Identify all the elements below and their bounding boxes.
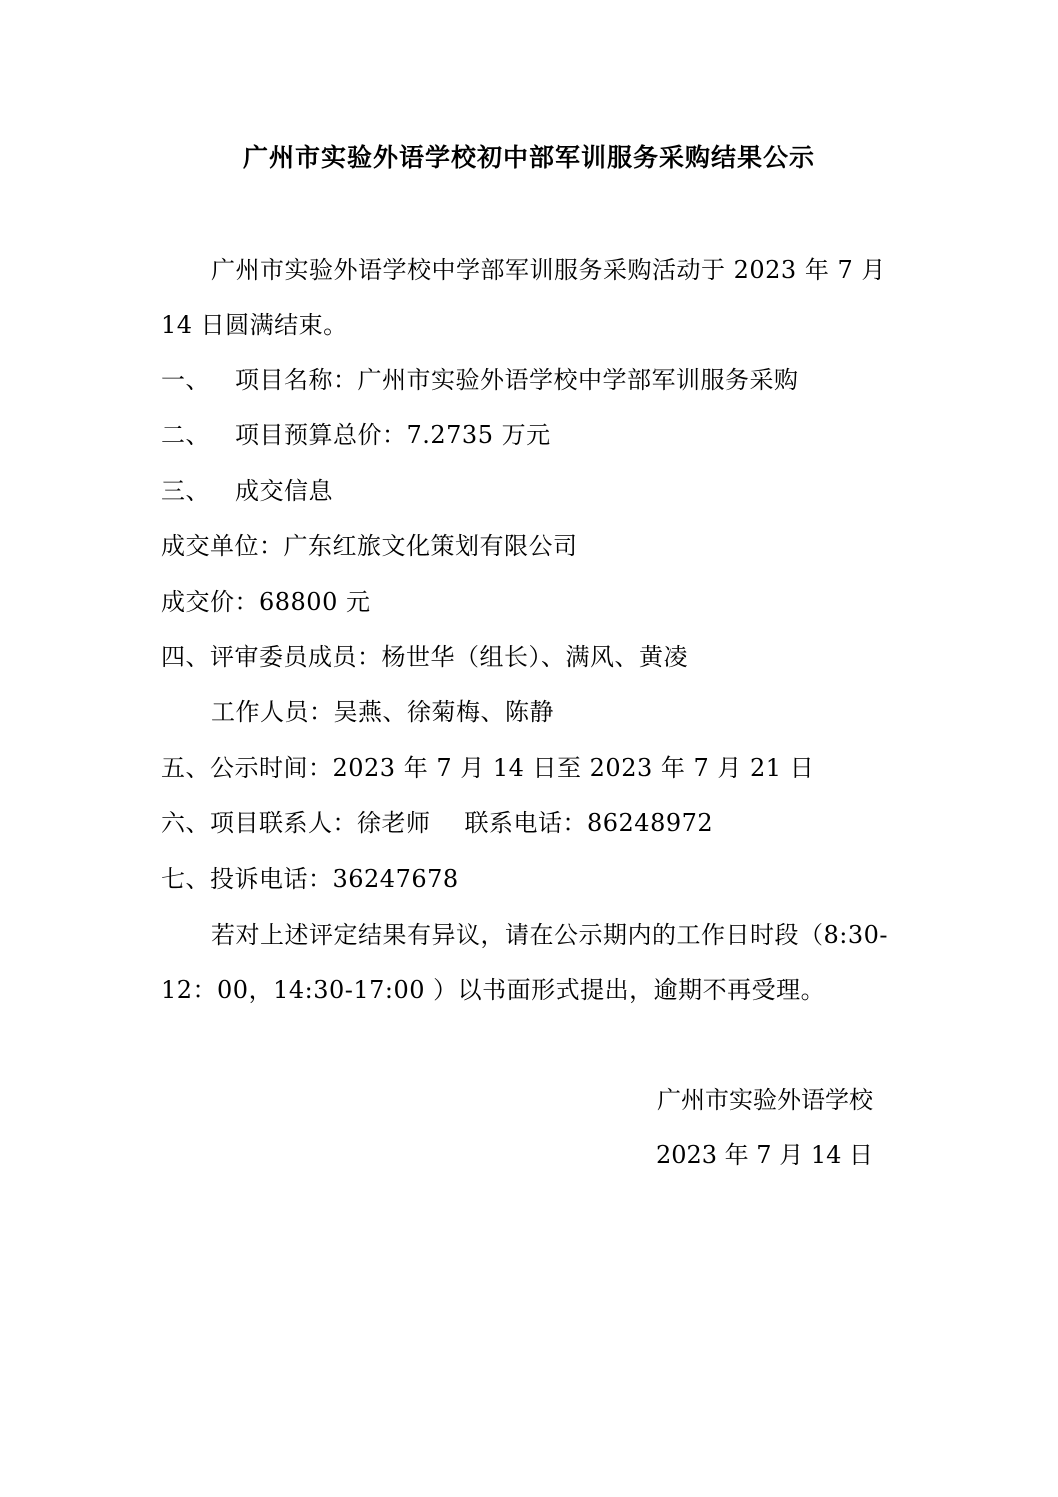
item-text: 项目预算总价：7.2735 万元 <box>235 421 551 449</box>
deal-unit: 成交单位：广东红旅文化策划有限公司 <box>161 532 578 560</box>
item-text: 成交信息 <box>235 477 333 505</box>
document-title: 广州市实验外语学校初中部军训服务采购结果公示 <box>242 143 815 172</box>
item-number: 三、 <box>161 477 210 505</box>
item-number: 二、 <box>161 421 210 449</box>
intro-line-2: 14 日圆满结束。 <box>161 311 348 339</box>
publicity-time: 五、公示时间：2023 年 7 月 14 日至 2023 年 7 月 21 日 <box>161 754 815 782</box>
objection-line-1: 若对上述评定结果有异议，请在公示期内的工作日时段（8:30- <box>211 921 889 949</box>
contact-phone: 联系电话：86248972 <box>464 809 714 837</box>
item-text: 项目名称：广州市实验外语学校中学部军训服务采购 <box>235 366 799 394</box>
objection-line-2: 12：00，14:30-17:00 ）以书面形式提出，逾期不再受理。 <box>161 976 826 1004</box>
committee-staff: 工作人员：吴燕、徐菊梅、陈静 <box>211 698 554 726</box>
item-deal-info <box>161 476 333 506</box>
item-budget <box>161 420 551 450</box>
intro-line-1: 广州市实验外语学校中学部军训服务采购活动于 2023 年 7 月 <box>211 256 886 284</box>
item-number: 一、 <box>161 366 210 394</box>
signature-date: 2023 年 7 月 14 日 <box>655 1141 873 1169</box>
contact-line <box>161 808 713 838</box>
committee-members: 四、评审委员成员：杨世华（组长）、满风、黄凌 <box>161 643 688 671</box>
item-project-name <box>161 365 799 395</box>
contact-person: 六、项目联系人：徐老师 <box>161 809 431 837</box>
complaint-phone: 七、投诉电话：36247678 <box>161 865 459 893</box>
deal-price: 成交价：68800 元 <box>161 588 371 616</box>
signature-org: 广州市实验外语学校 <box>657 1086 873 1114</box>
